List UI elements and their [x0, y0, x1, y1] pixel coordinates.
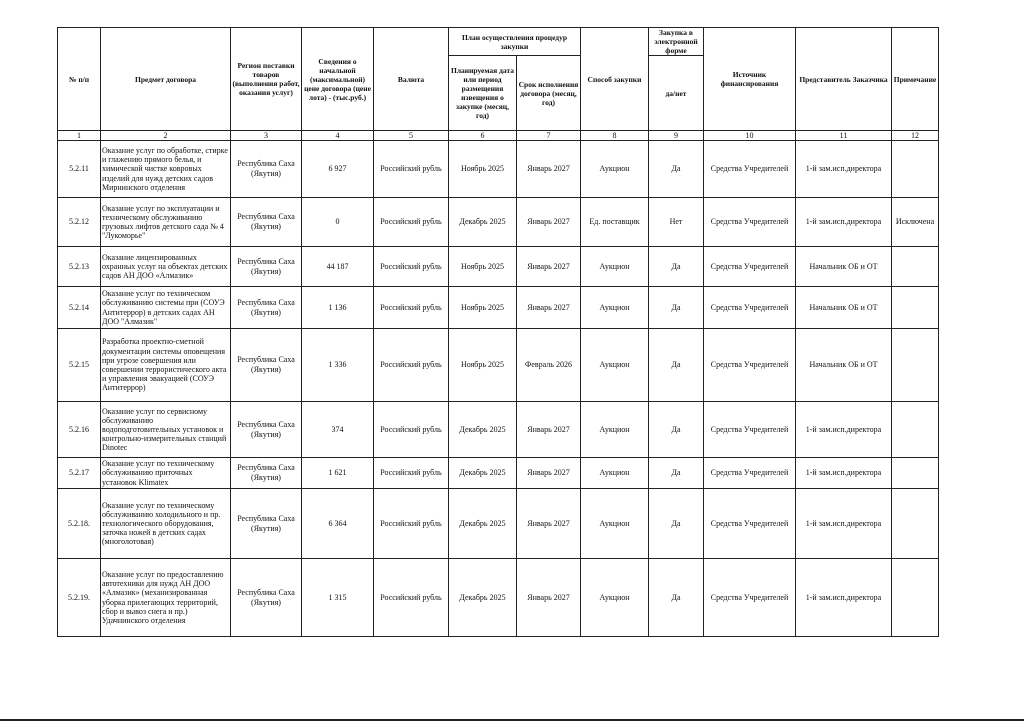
row-region: Республика Саха (Якутия) — [231, 489, 302, 559]
col-number: 6 — [449, 131, 517, 141]
table-row — [58, 198, 939, 247]
col-number: 7 — [517, 131, 581, 141]
row-funding: Средства Учредителей — [704, 198, 796, 247]
row-notice-date: Ноябрь 2025 — [449, 287, 517, 329]
row-subject: Оказание услуг по обработке, стирке и глажению прямого белья, и химической чистке ковровых изделий для нужд детских садов Мирнинского отделения — [101, 141, 231, 198]
row-method: Аукцион — [581, 329, 649, 402]
row-contract-term: Январь 2027 — [517, 247, 581, 287]
table-row — [58, 247, 939, 287]
row-price: 0 — [302, 198, 374, 247]
row-electronic: Да — [649, 141, 704, 198]
row-funding: Средства Учредителей — [704, 247, 796, 287]
row-representative: Начальник ОБ и ОТ — [796, 247, 892, 287]
table-row — [58, 141, 939, 198]
col-number: 3 — [231, 131, 302, 141]
row-price: 6 927 — [302, 141, 374, 198]
row-price: 44 187 — [302, 247, 374, 287]
row-notice-date: Декабрь 2025 — [449, 402, 517, 458]
row-currency: Российский рубль — [374, 402, 449, 458]
row-note: Исключена — [892, 198, 939, 247]
header-subject: Предмет договора — [101, 28, 231, 131]
header-electronic-top: Закупка в электронной форме — [649, 28, 704, 56]
row-price: 6 364 — [302, 489, 374, 559]
row-method: Аукцион — [581, 247, 649, 287]
row-contract-term: Январь 2027 — [517, 287, 581, 329]
page-bottom-border — [0, 719, 1024, 721]
row-price: 374 — [302, 402, 374, 458]
header-currency: Валюта — [374, 28, 449, 131]
row-contract-term: Январь 2027 — [517, 458, 581, 489]
row-region: Республика Саха (Якутия) — [231, 287, 302, 329]
row-notice-date: Декабрь 2025 — [449, 458, 517, 489]
row-note — [892, 329, 939, 402]
row-funding: Средства Учредителей — [704, 489, 796, 559]
row-price: 1 315 — [302, 559, 374, 637]
row-notice-date: Декабрь 2025 — [449, 559, 517, 637]
col-number: 5 — [374, 131, 449, 141]
row-method: Аукцион — [581, 402, 649, 458]
row-electronic: Да — [649, 247, 704, 287]
row-currency: Российский рубль — [374, 247, 449, 287]
row-number: 5.2.16 — [58, 402, 101, 458]
row-note — [892, 458, 939, 489]
row-region: Республика Саха (Якутия) — [231, 458, 302, 489]
col-number: 8 — [581, 131, 649, 141]
row-price: 1 136 — [302, 287, 374, 329]
row-number: 5.2.19. — [58, 559, 101, 637]
row-notice-date: Декабрь 2025 — [449, 198, 517, 247]
row-contract-term: Январь 2027 — [517, 489, 581, 559]
row-region: Республика Саха (Якутия) — [231, 247, 302, 287]
row-subject: Оказание услуг по предоставлению автотехники для нужд АН ДОО «Алмазик» (механизированная уборка прилегающих территорий, сбор и вывоз снега и пр.) Удачнинского отделения — [101, 559, 231, 637]
row-funding: Средства Учредителей — [704, 287, 796, 329]
row-electronic: Да — [649, 458, 704, 489]
row-contract-term: Январь 2027 — [517, 402, 581, 458]
row-region: Республика Саха (Якутия) — [231, 329, 302, 402]
row-number: 5.2.11 — [58, 141, 101, 198]
row-subject: Оказание услуг по эксплуатации и техническому обслуживанию грузовых лифтов детского сада № 4 "Лукоморье" — [101, 198, 231, 247]
table-row — [58, 489, 939, 559]
row-number: 5.2.14 — [58, 287, 101, 329]
row-currency: Российский рубль — [374, 329, 449, 402]
row-electronic: Нет — [649, 198, 704, 247]
table-row — [58, 402, 939, 458]
row-region: Республика Саха (Якутия) — [231, 559, 302, 637]
row-notice-date: Декабрь 2025 — [449, 489, 517, 559]
col-number: 12 — [892, 131, 939, 141]
row-representative: 1-й зам.исп.директора — [796, 141, 892, 198]
row-contract-term: Январь 2027 — [517, 559, 581, 637]
row-funding: Средства Учредителей — [704, 458, 796, 489]
row-note — [892, 402, 939, 458]
row-price: 1 336 — [302, 329, 374, 402]
col-number: 9 — [649, 131, 704, 141]
row-note — [892, 287, 939, 329]
row-electronic: Да — [649, 489, 704, 559]
row-subject: Оказание услуг по техническому обслуживанию холодильного и пр. технологического оборудования, заточка ножей в детских садах (многолотовая) — [101, 489, 231, 559]
row-method: Ед. поставщик — [581, 198, 649, 247]
header-electronic-bottom: да/нет — [649, 56, 704, 131]
header-note: Примечание — [892, 28, 939, 131]
row-notice-date: Ноябрь 2025 — [449, 329, 517, 402]
row-subject: Оказание услуг по сервисному обслуживанию водоподготовительных установок и контрольно-измерительных станций Dinotec — [101, 402, 231, 458]
header-number: № п/п — [58, 28, 101, 131]
header-funding: Источник финансирования — [704, 28, 796, 131]
row-method: Аукцион — [581, 458, 649, 489]
col-number: 10 — [704, 131, 796, 141]
row-number: 5.2.13 — [58, 247, 101, 287]
row-electronic: Да — [649, 329, 704, 402]
row-funding: Средства Учредителей — [704, 329, 796, 402]
row-method: Аукцион — [581, 287, 649, 329]
row-electronic: Да — [649, 402, 704, 458]
procurement-plan-table — [57, 27, 939, 637]
row-representative: 1-й зам.исп.директора — [796, 559, 892, 637]
table-row — [58, 329, 939, 402]
row-currency: Российский рубль — [374, 458, 449, 489]
row-subject: Оказание услуг по техническом обслуживанию системы при (СОУЭ Антитеррор) в детских садах АН ДОО "Алмазик" — [101, 287, 231, 329]
row-note — [892, 489, 939, 559]
row-representative: 1-й зам.исп.директора — [796, 458, 892, 489]
row-contract-term: Февраль 2026 — [517, 329, 581, 402]
row-number: 5.2.12 — [58, 198, 101, 247]
header-contract-term: Срок исполнения договора (месяц, год) — [517, 56, 581, 131]
row-region: Республика Саха (Якутия) — [231, 198, 302, 247]
header-notice-date: Планируемая дата или период размещения извещения о закупке (месяц, год) — [449, 56, 517, 131]
row-representative: Начальник ОБ и ОТ — [796, 329, 892, 402]
header-plan-group: План осуществления процедур закупки — [449, 28, 581, 56]
row-notice-date: Ноябрь 2025 — [449, 141, 517, 198]
header-region: Регион поставки товаров (выполнения работ, оказания услуг) — [231, 28, 302, 131]
row-electronic: Да — [649, 287, 704, 329]
row-number: 5.2.17 — [58, 458, 101, 489]
row-price: 1 621 — [302, 458, 374, 489]
row-number: 5.2.15 — [58, 329, 101, 402]
header-representative: Представитель Заказчика — [796, 28, 892, 131]
row-region: Республика Саха (Якутия) — [231, 141, 302, 198]
col-number: 2 — [101, 131, 231, 141]
row-contract-term: Январь 2027 — [517, 141, 581, 198]
row-currency: Российский рубль — [374, 559, 449, 637]
row-subject: Разработка проектно-сметной документации системы оповещения при угрозе совершения или совершении террористического акта и управления эвакуацией (СОУЭ Антитеррор) — [101, 329, 231, 402]
row-electronic: Да — [649, 559, 704, 637]
header-method: Способ закупки — [581, 28, 649, 131]
column-numbers-row — [58, 131, 939, 141]
row-subject: Оказание услуг по техническому обслуживанию приточных установок Klimatex — [101, 458, 231, 489]
row-method: Аукцион — [581, 141, 649, 198]
row-currency: Российский рубль — [374, 198, 449, 247]
row-representative: 1-й зам.исп.директора — [796, 489, 892, 559]
row-currency: Российский рубль — [374, 287, 449, 329]
row-number: 5.2.18. — [58, 489, 101, 559]
table-row — [58, 458, 939, 489]
row-subject: Оказание лицензированных охранных услуг на объектах детских садов АН ДОО «Алмазик» — [101, 247, 231, 287]
table-row — [58, 559, 939, 637]
col-number: 1 — [58, 131, 101, 141]
row-note — [892, 247, 939, 287]
row-contract-term: Январь 2027 — [517, 198, 581, 247]
header-price: Сведения о начальной (максимальной) цене договора (цене лота) - (тыс.руб.) — [302, 28, 374, 131]
row-funding: Средства Учредителей — [704, 402, 796, 458]
row-note — [892, 559, 939, 637]
row-method: Аукцион — [581, 489, 649, 559]
row-region: Республика Саха (Якутия) — [231, 402, 302, 458]
table-row — [58, 287, 939, 329]
col-number: 11 — [796, 131, 892, 141]
row-currency: Российский рубль — [374, 141, 449, 198]
row-notice-date: Ноябрь 2025 — [449, 247, 517, 287]
row-currency: Российский рубль — [374, 489, 449, 559]
row-funding: Средства Учредителей — [704, 559, 796, 637]
row-note — [892, 141, 939, 198]
col-number: 4 — [302, 131, 374, 141]
row-method: Аукцион — [581, 559, 649, 637]
row-funding: Средства Учредителей — [704, 141, 796, 198]
row-representative: 1-й зам.исп.директора — [796, 198, 892, 247]
row-representative: Начальник ОБ и ОТ — [796, 287, 892, 329]
row-representative: 1-й зам.исп.директора — [796, 402, 892, 458]
